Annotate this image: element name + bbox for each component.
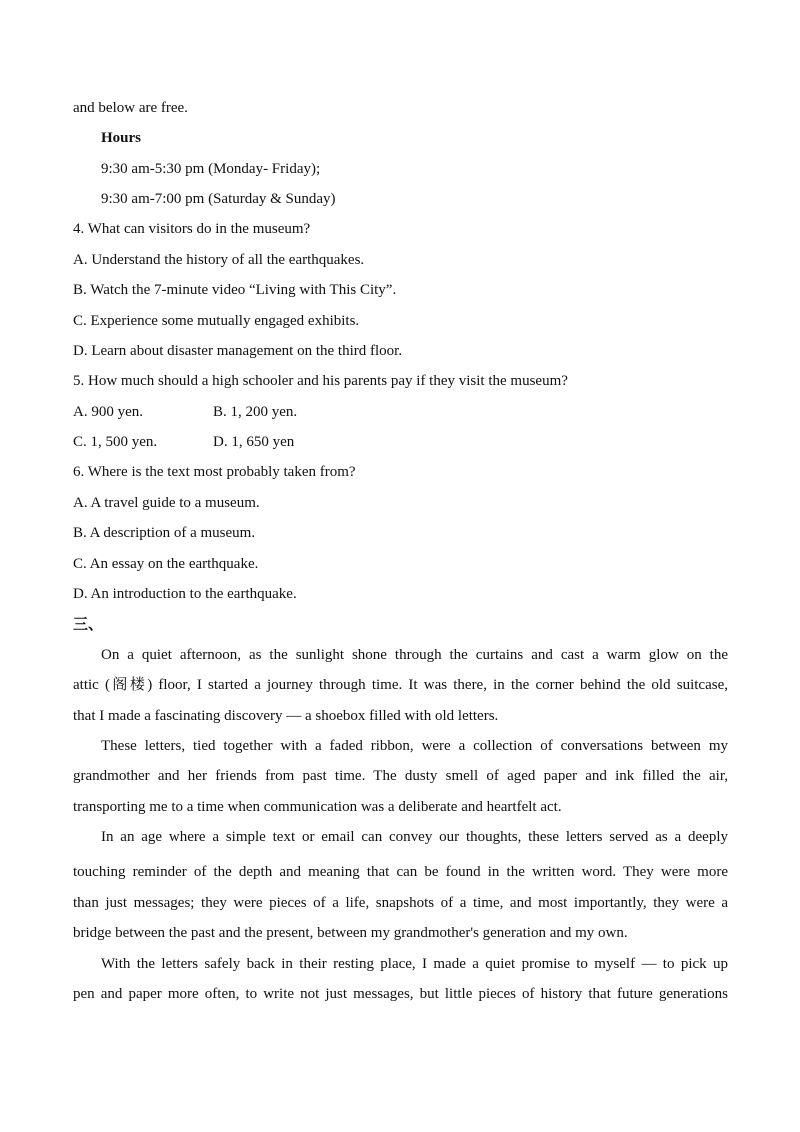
passage-p4-line-1: With the letters safely back in their resting place, I made a quiet promise to myself — to pick up xyxy=(101,956,728,972)
question-4-option-a: A. Understand the history of all the earthquakes. xyxy=(73,252,365,268)
question-6-option-b: B. A description of a museum. xyxy=(73,525,256,541)
passage-p3-line-4: bridge between the past and the present, between my grandmother's generation and my own. xyxy=(73,925,628,941)
question-4-option-d: D. Learn about disaster management on the third floor. xyxy=(73,343,403,359)
passage-p4-line-2: pen and paper more often, to write not just messages, but little pieces of history that future generations xyxy=(73,986,728,1002)
passage-p3-line-3: than just messages; they were pieces of a life, snapshots of a time, and most importantly, they were a xyxy=(73,895,728,911)
question-4-option-c: C. Experience some mutually engaged exhibits. xyxy=(73,313,360,329)
question-4-option-b: B. Watch the 7-minute video “Living with This City”. xyxy=(73,282,397,298)
section-title: 三、 xyxy=(73,615,104,633)
question-5-option-b: B. 1, 200 yen. xyxy=(213,404,298,420)
passage-p3-line-1: In an age where a simple text or email can convey our thoughts, these letters served as a deeply xyxy=(101,829,728,845)
passage-p3-line-2: touching reminder of the depth and meaning that can be found in the written word. They were more xyxy=(73,864,728,880)
passage-p1-line-3: that I made a fascinating discovery — a shoebox filled with old letters. xyxy=(73,708,499,724)
hours-weekday: 9:30 am-5:30 pm (Monday- Friday); xyxy=(101,161,321,177)
hours-heading: Hours xyxy=(101,130,142,146)
question-5-option-c: C. 1, 500 yen. xyxy=(73,434,158,450)
question-5-stem: 5. How much should a high schooler and his parents pay if they visit the museum? xyxy=(73,373,568,389)
passage-p1-line-2: attic (阁楼) floor, I started a journey through time. It was there, in the corner behind the old suitcase, xyxy=(73,677,728,693)
continuation-text: and below are free. xyxy=(73,100,188,116)
question-6-stem: 6. Where is the text most probably taken from? xyxy=(73,464,356,480)
question-6-option-a: A. A travel guide to a museum. xyxy=(73,495,260,511)
question-5-option-d: D. 1, 650 yen xyxy=(213,434,295,450)
passage-p1-line-1: On a quiet afternoon, as the sunlight shone through the curtains and cast a warm glow on the xyxy=(101,647,728,663)
passage-p2-line-2: grandmother and her friends from past time. The dusty smell of aged paper and ink filled the air, xyxy=(73,768,728,784)
question-5-option-a: A. 900 yen. xyxy=(73,404,143,420)
question-6-option-d: D. An introduction to the earthquake. xyxy=(73,586,297,602)
passage-p2-line-1: These letters, tied together with a faded ribbon, were a collection of conversations between my xyxy=(101,738,728,754)
passage-p2-line-3: transporting me to a time when communication was a deliberate and heartfelt act. xyxy=(73,799,562,815)
hours-weekend: 9:30 am-7:00 pm (Saturday & Sunday) xyxy=(101,191,336,207)
question-5-row-1 xyxy=(73,403,728,421)
question-5-row-2 xyxy=(73,433,728,451)
question-6-option-c: C. An essay on the earthquake. xyxy=(73,556,259,572)
question-4-stem: 4. What can visitors do in the museum? xyxy=(73,221,311,237)
